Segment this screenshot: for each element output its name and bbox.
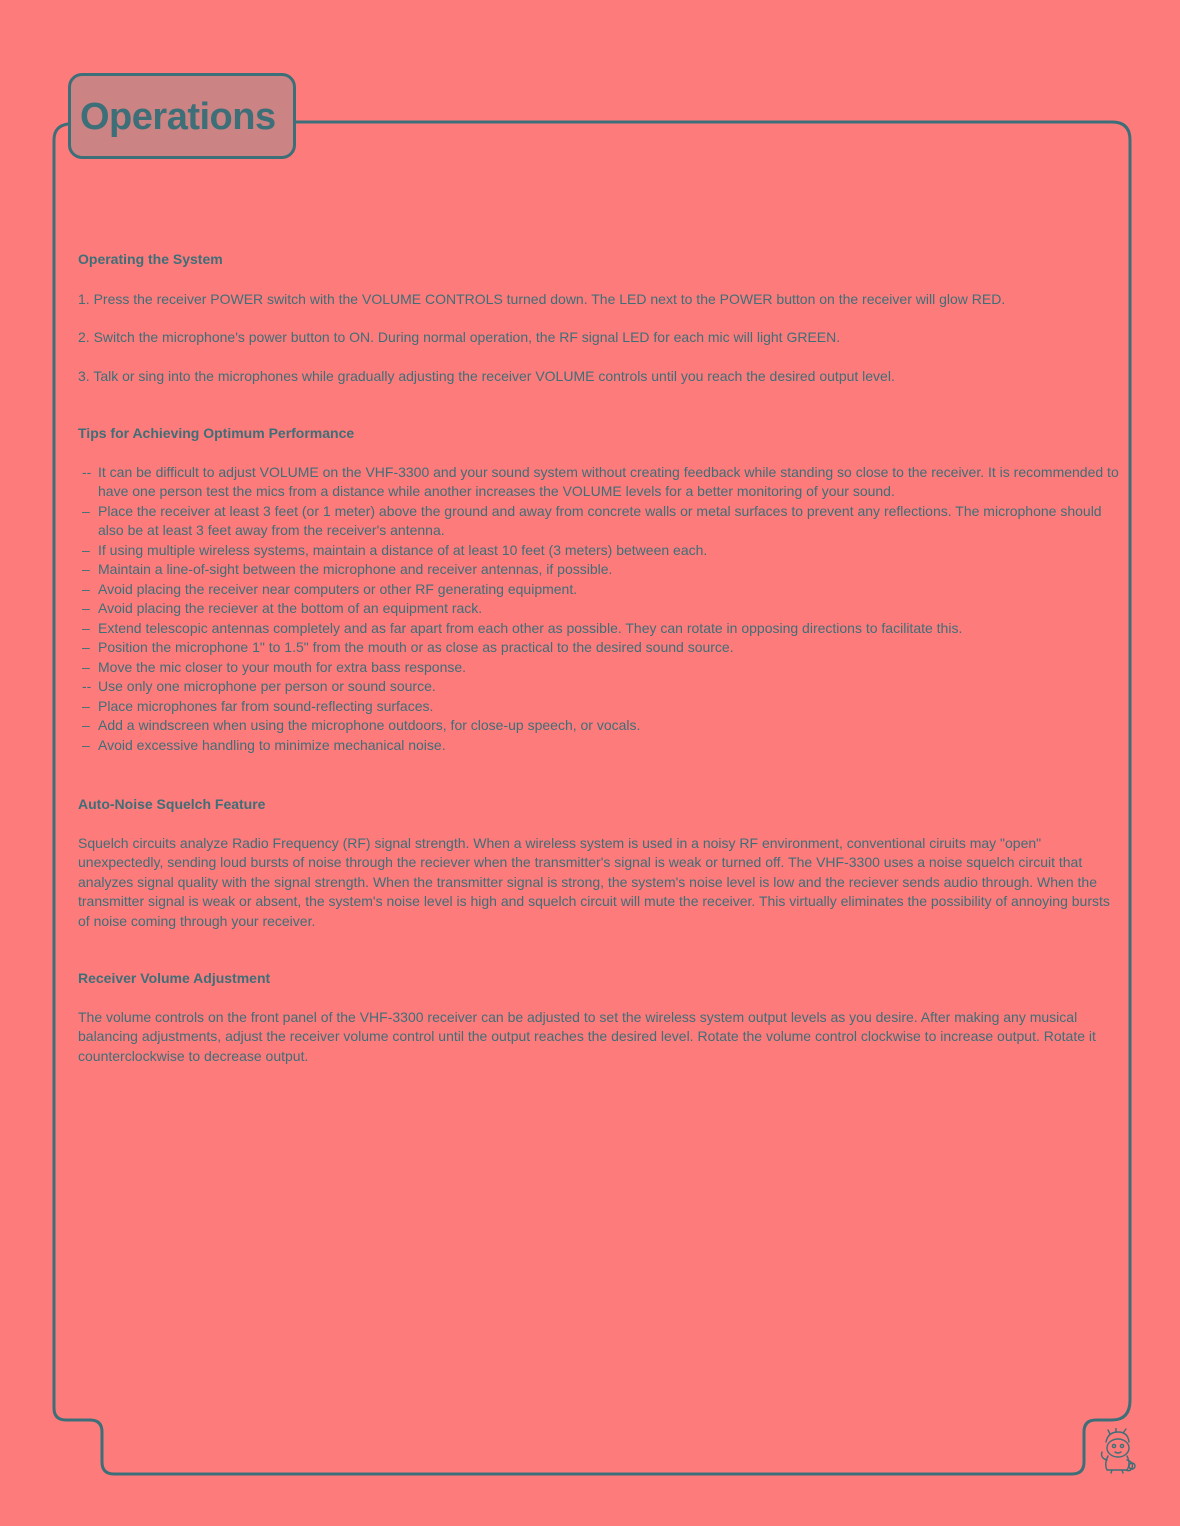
heading-volume: Receiver Volume Adjustment xyxy=(78,970,271,986)
tip-item: – Maintain a line-of-sight between the microphone and receiver antennas, if possible. xyxy=(82,561,613,577)
heading-tips: Tips for Achieving Optimum Performance xyxy=(78,425,355,441)
tip-item: – Place microphones far from sound-reflecting surfaces. xyxy=(82,697,434,714)
tips-list xyxy=(78,463,1122,756)
operating-step-2: 2. Switch the microphone's power button to ON. During normal operation, the RF signal LED for each mic will light GREEN. xyxy=(78,329,841,345)
page-title: Operations xyxy=(80,96,276,138)
squelch-body: Squelch circuits analyze Radio Frequency (RF) signal strength. When a wireless system is used in a noisy RF environment, conventional ciruits may "open" unexpectedly, sending loud bursts of noise through the reciever when the transmitter's signal is weak or turned off. The VHF-3300 uses a noise squelch circuit that analyzes signal quality with the signal strength. When the transmitter signal is strong, the system's noise level is low and the reciever sends audio through. When the transmitter signal is weak or absent, the system's noise level is high and squelch circuit will mute the receiver. This virtually eliminates the possibility of annoying bursts of noise coming through your receiver. xyxy=(78,834,1110,929)
tip-item: – Extend telescopic antennas completely and as far apart from each other as possible. They can rotate in opposing directions to facilitate this. xyxy=(82,619,963,636)
heading-squelch: Auto-Noise Squelch Feature xyxy=(78,796,266,812)
operating-step-1: 1. Press the receiver POWER switch with the VOLUME CONTROLS turned down. The LED next to the POWER button on the receiver will glow RED. xyxy=(78,290,1006,307)
tip-item: -- Use only one microphone per person or sound source. xyxy=(82,678,436,694)
tip-item: – Position the microphone 1" to 1.5" from the mouth or as close as practical to the desired sound source. xyxy=(82,639,734,655)
tip-item: – Avoid placing the receiver near computers or other RF generating equipment. xyxy=(82,580,578,597)
tip-item: – Avoid placing the reciever at the bottom of an equipment rack. xyxy=(82,600,483,616)
tip-item: – Place the receiver at least 3 feet (or 1 meter) above the ground and away from concrete walls or metal surfaces to prevent any reflections. The microphone should also be at least 3 feet away from the receiver's antenna. xyxy=(82,502,1102,538)
tip-item: – If using multiple wireless systems, maintain a distance of at least 10 feet (3 meters) between each. xyxy=(82,541,708,558)
tip-item: -- It can be difficult to adjust VOLUME on the VHF-3300 and your sound system without creating feedback while standing so close to the receiver. It is recommended to have one person test the mics from a distance while another increases the VOLUME levels for a better monitoring of your sound. xyxy=(82,463,1119,499)
tip-item: – Avoid excessive handling to minimize mechanical noise. xyxy=(82,736,446,753)
tip-item: – Add a windscreen when using the microphone outdoors, for close-up speech, or vocals. xyxy=(82,717,641,733)
tip-item: – Move the mic closer to your mouth for extra bass response. xyxy=(82,658,467,675)
heading-operating: Operating the System xyxy=(78,251,223,267)
operating-step-3: 3. Talk or sing into the microphones while gradually adjusting the receiver VOLUME controls until you reach the desired output level. xyxy=(78,367,895,384)
mascot-icon xyxy=(1094,1428,1140,1474)
volume-body: The volume controls on the front panel of the VHF-3300 receiver can be adjusted to set the wireless system output levels as you desire. After making any musical balancing adjustments, adjust the receiver volume control until the output reaches the desired level. Rotate the volume control clockwise to increase output. Rotate it counterclockwise to decrease output. xyxy=(78,1008,1096,1064)
title-tab xyxy=(68,73,296,159)
content-area xyxy=(78,250,1122,1066)
